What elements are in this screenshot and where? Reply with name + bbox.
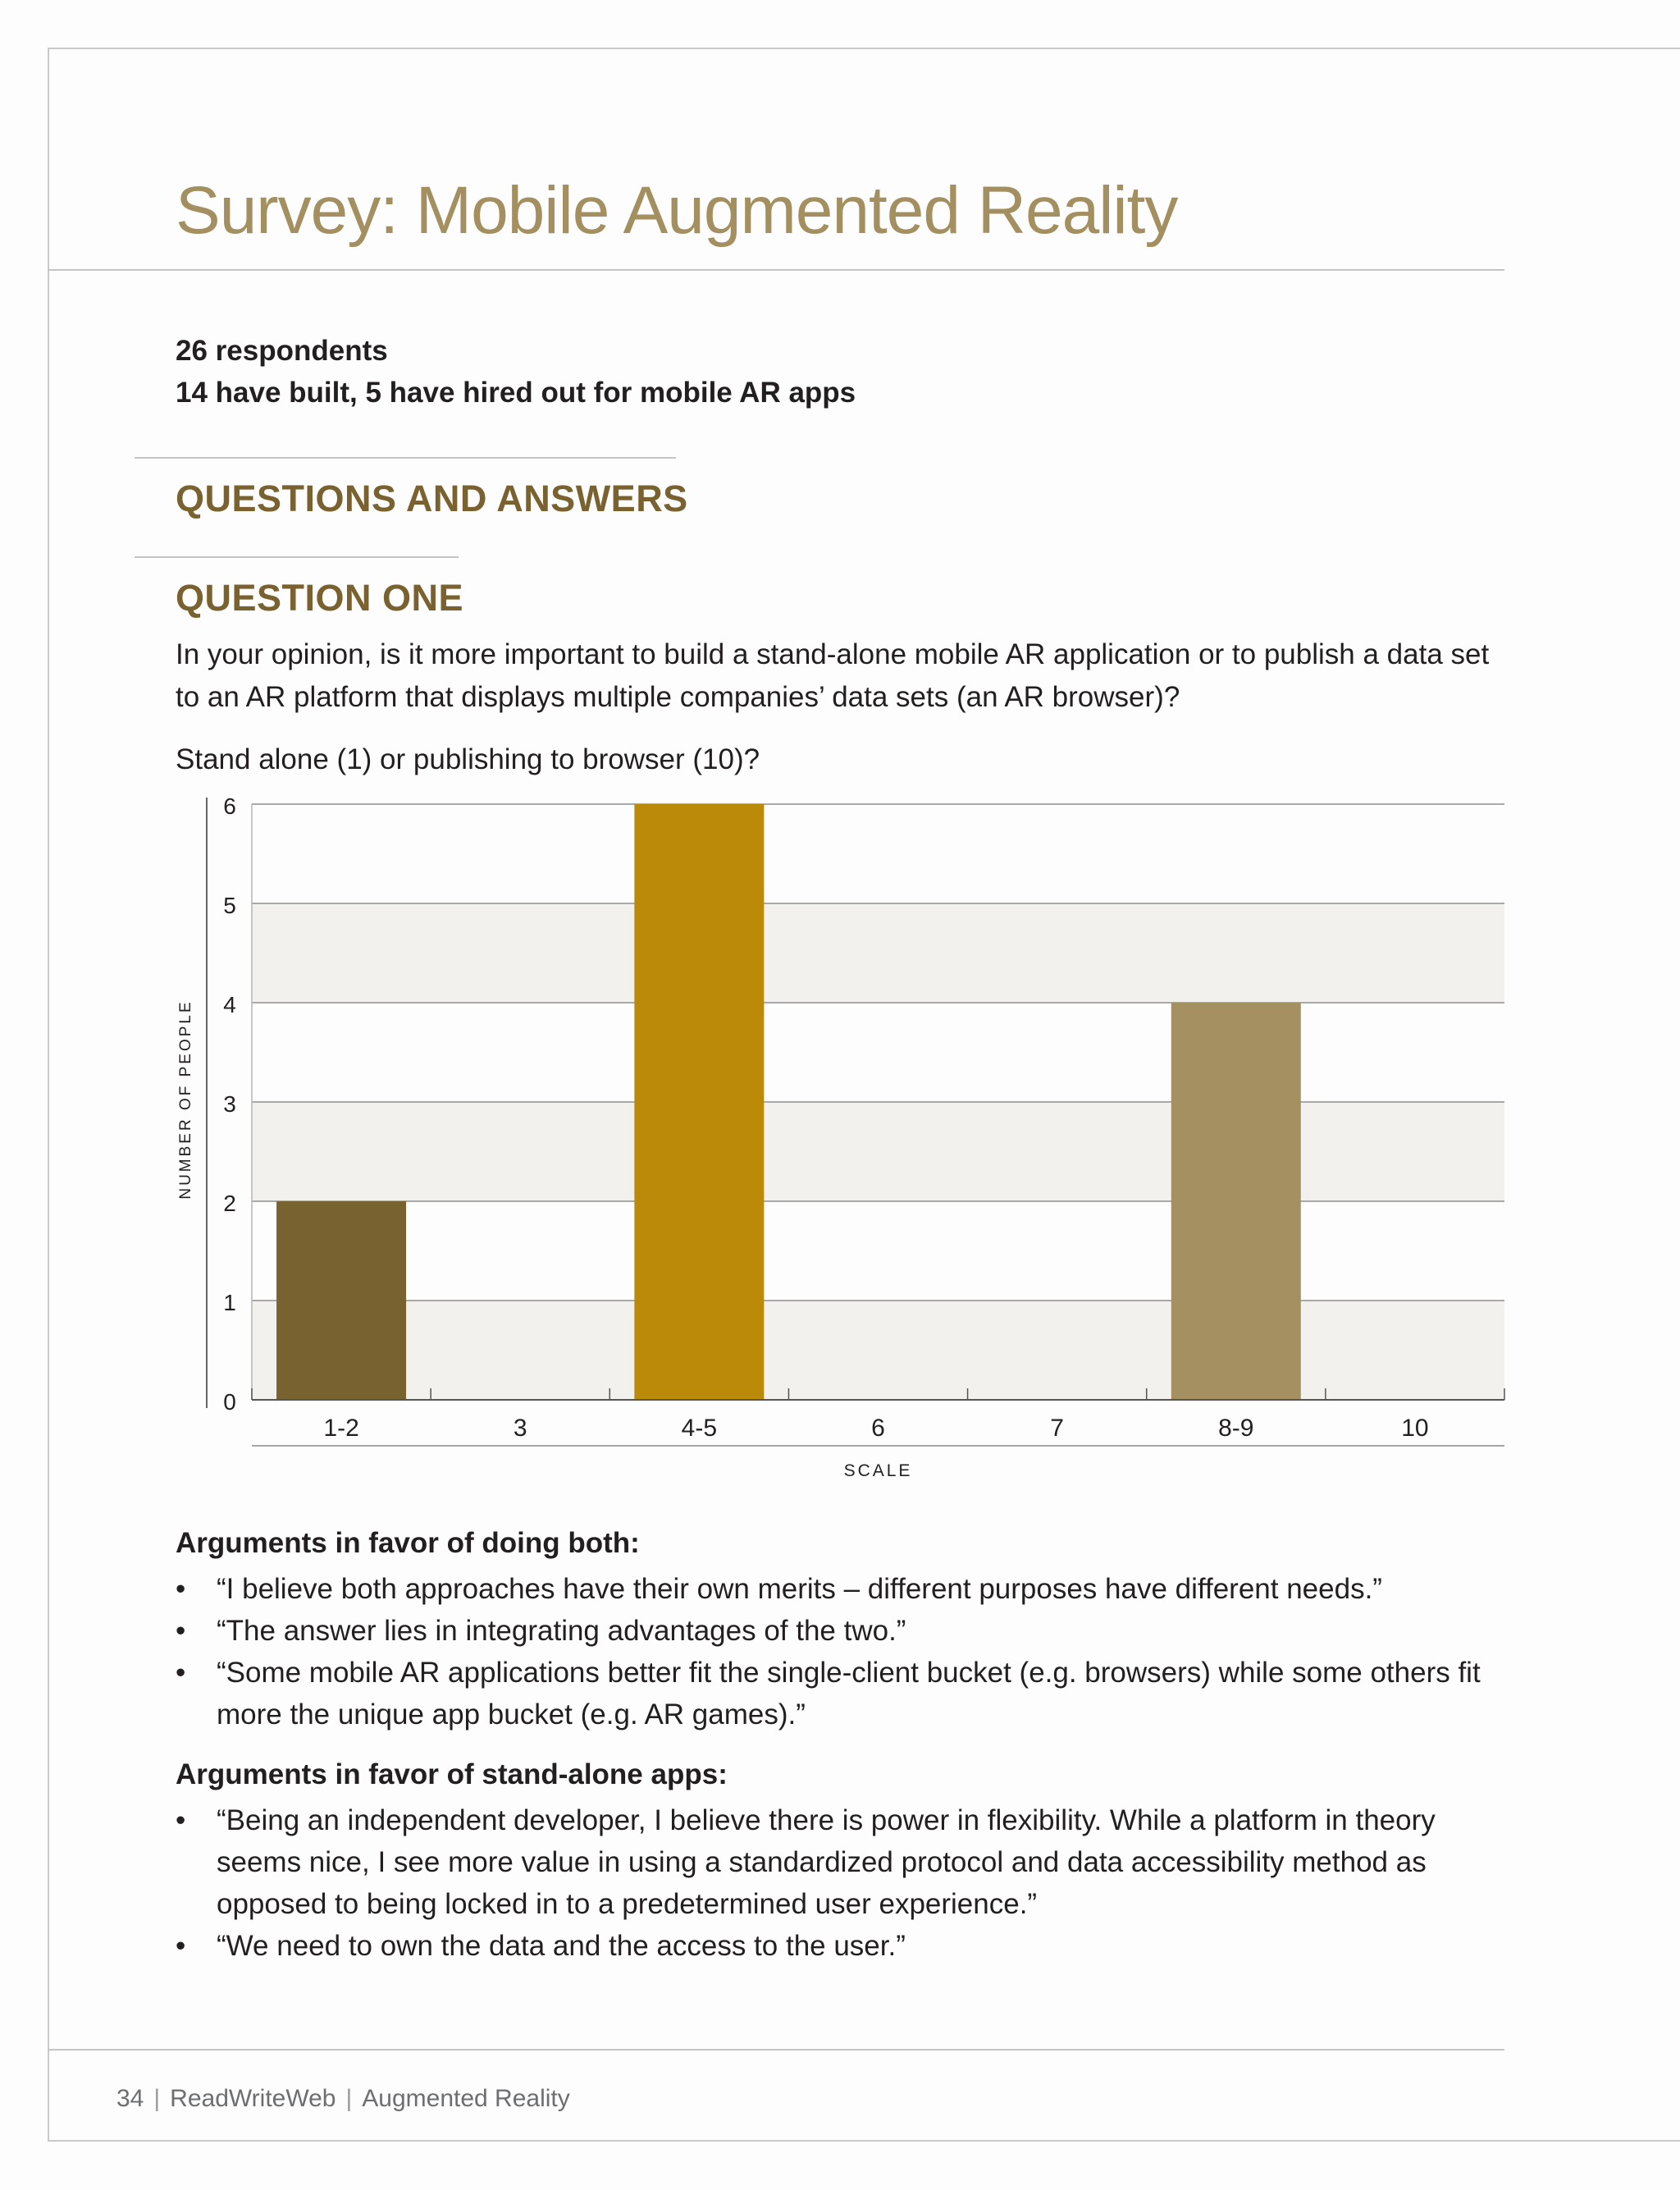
bullet-icon: • [176,1657,186,1689]
x-tick-label: 10 [1401,1415,1429,1442]
grid-band [252,1102,1504,1201]
y-tick-label: 3 [223,1091,236,1117]
bar-4-5 [634,804,764,1400]
y-tick-label: 0 [223,1389,236,1415]
respondents-detail: 14 have built, 5 have hired out for mobile AR apps [176,377,856,409]
x-tick-label: 1-2 [323,1415,359,1442]
x-tick-label: 7 [1050,1415,1064,1442]
y-tick-label: 2 [223,1191,236,1216]
question-heading: QUESTION ONE [176,577,464,619]
x-tick-label: 8-9 [1218,1415,1254,1442]
respondents-count: 26 respondents [176,335,388,367]
bullet-icon: • [176,1615,186,1647]
bar-1-2 [276,1201,406,1400]
y-tick-label: 1 [223,1290,236,1315]
footer-report: Augmented Reality [362,2085,570,2112]
scale-prompt: Stand alone (1) or publishing to browser (10)? [176,743,760,775]
list-item: • “We need to own the data and the access to the user.” [176,1925,1504,1967]
bullet-icon: • [176,1573,186,1605]
list-item: • “Being an independent developer, I believe there is power in flexibility. While a platform in theory seems nice, I see more value in using a standardized protocol and data accessibility method as opposed to being locked in to a predetermined user experience.” [176,1799,1504,1925]
grid-band [252,1301,1504,1400]
bullet-icon: • [176,1804,186,1836]
x-tick-label: 4-5 [681,1415,718,1442]
grid-band [252,903,1504,1003]
qa-heading: QUESTIONS AND ANSWERS [176,478,688,519]
x-axis-title: SCALE [843,1461,913,1480]
list-item: • “I believe both approaches have their own merits – different purposes have different needs.” [176,1568,1504,1610]
footer-separator: | [153,2085,161,2112]
y-axis-title: NUMBER OF PEOPLE [177,999,194,1200]
y-tick-label: 4 [223,992,236,1017]
page-number: 34 [116,2085,144,2112]
arguments-standalone-list [176,1799,1504,1967]
footer-separator: | [345,2085,353,2112]
bar-8-9 [1171,1003,1301,1400]
page-title: Survey: Mobile Augmented Reality [176,173,1178,248]
question-text: In your opinion, is it more important to build a stand-alone mobile AR application or to publish a data set to an AR platform that displays multiple companies’ data sets (an AR browser)? [176,638,1490,713]
page-frame-bottom [48,2140,1680,2142]
x-tick-label: 6 [871,1415,885,1442]
footer-publisher: ReadWriteWeb [170,2085,336,2112]
list-item: • “Some mobile AR applications better fit the single-client bucket (e.g. browsers) while some others fit more the unique app bucket (e.g. AR games).” [176,1652,1504,1735]
x-tick-label: 3 [513,1415,527,1442]
y-tick-label: 5 [223,893,236,918]
y-tick-label: 6 [223,793,236,819]
page-footer [116,2085,570,2113]
bullet-icon: • [176,1930,186,1962]
arguments-both-list [176,1568,1504,1735]
list-item: • “The answer lies in integrating advantages of the two.” [176,1610,1504,1652]
arguments-standalone-heading: Arguments in favor of stand-alone apps: [176,1758,728,1790]
arguments-both-heading: Arguments in favor of doing both: [176,1527,640,1559]
footer-divider [48,2049,1504,2051]
